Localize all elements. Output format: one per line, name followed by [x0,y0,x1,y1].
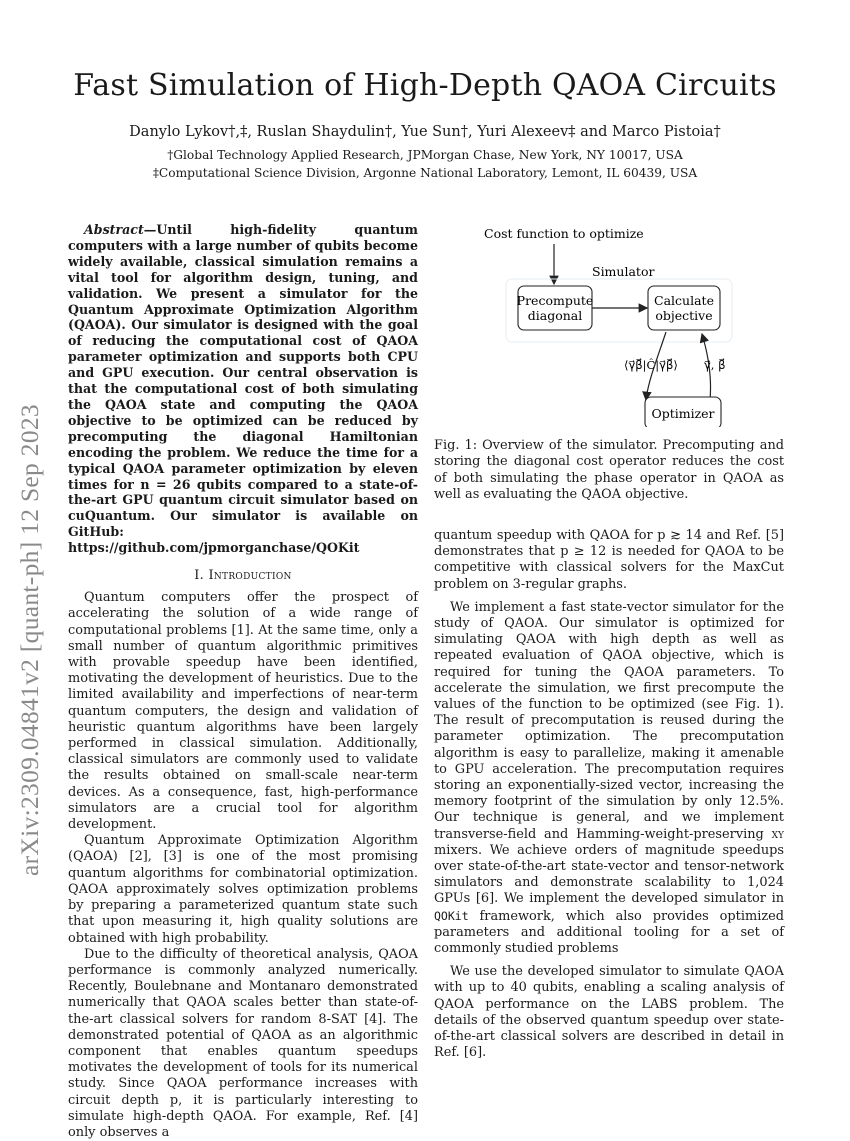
optimizer-label: Optimizer [651,406,715,421]
paper-title: Fast Simulation of High-Depth QAOA Circuits [73,68,777,103]
calculate-label-2: objective [655,308,713,323]
intro-paragraph-1: Quantum computers offer the prospect of accelerating the solution of a wide range of computational problems [1]. At the same time, only a small number of quantum algorithmic primitives with provable speedup have been identified, motivating the development of heuristics. Due to the limited availability and imperfections of near-term quantum computers, the design and validation of heuristic quantum algorithms have been largely performed in classical simulation. Additionally, classical simulators are commonly used to validate the results obtained on small-scale near-term devices. As a consequence, fast, high-performance simulators are a crucial tool for algorithm development. [68,590,418,833]
right-paragraph-1: quantum speedup with QAOA for p ≳ 14 and Ref. [5] demonstrates that p ≥ 12 is needed for QAOA to be competitive with classical solvers for the MaxCut problem on 3-regular graphs. [434,528,784,592]
xy-mixer-term: xy [771,826,784,842]
affiliation-2: ‡Computational Science Division, Argonne National Laboratory, Lemont, IL 60439, USA [152,166,698,180]
abstract [68,222,418,556]
figure-top-label: Cost function to optimize [484,226,644,241]
section-heading: I. Introduction [194,568,292,584]
right-column [434,528,784,1062]
precompute-label-2: diagonal [527,308,583,323]
qokit-term: QOKit [434,908,469,923]
simulator-group-label: Simulator [592,264,655,279]
intro-paragraph-3: Due to the difficulty of theoretical analysis, QAOA performance is commonly analyzed numerically. Recently, Boulebnane and Montanaro demonstrated numerically that QAOA scales better than state-of-the-art classical solvers for random 8-SAT [4]. The demonstrated potential of QAOA as an algorithmic component that enables quantum speedups motivates the development of tools for its numerical study. Since QAOA performance increases with circuit depth p, it is particularly interesting to simulate high-depth QAOA. For example, Ref. [4] only observes a [68,946,418,1140]
abstract-text: —Until high-fidelity quantum computers with a large number of qubits become widely available, classical simulation remains a vital tool for algorithm design, tuning, and validation. We present a simulator for the Quantum Approximate Optimization Algorithm (QAOA). Our simulator is designed with the goal of reducing the computational cost of QAOA parameter optimization and supports both CPU and GPU execution. Our central observation is that the computational cost of both simulating the QAOA state and computing the QAOA objective to be optimized can be reduced by precomputing the diagonal Hamiltonian encoding the problem. We reduce the time for a typical QAOA parameter optimization by eleven times for n = 26 qubits compared to a state-of-the-art GPU quantum circuit simulator based on cuQuantum. Our simulator is available on GitHub: https://github.com/jpmorganchase/QOKit [68,222,418,556]
right-p2-part-a: We implement a fast state-vector simulator for the study of QAOA. Our simulator is optimized for simulating QAOA with high depth as well as repeated evaluation of QAOA objective, which is required for tuning the QAOA parameters. To accelerate the simulation, we first precompute the values of the function to be optimized (see Fig. 1). The result of precomputation is reused during the parameter optimization. The precomputation algorithm is easy to parallelize, making it amenable to GPU acceleration. The precomputation requires storing an exponentially-sized vector, increasing the memory footprint of the simulation by only 12.5%. Our technique is general, and we implement transverse-field and Hamming-weight-preserving [434,599,784,842]
precompute-label-1: Precompute [516,293,594,308]
parameters-label: γ⃗, β⃗ [704,358,726,372]
simulator-overview-figure [434,222,784,427]
abstract-lead: Abstract [84,222,144,237]
intro-paragraph-2: Quantum Approximate Optimization Algorithm (QAOA) [2], [3] is one of the most promising quantum algorithms for combinatorial optimization. QAOA approximately solves optimization problems by preparing a parameterized quantum state such that upon measuring it, high quality solutions are obtained with high probability. [68,833,418,946]
right-paragraph-3: We use the developed simulator to simulate QAOA with up to 40 qubits, enabling a scaling analysis of QAOA performance on the LABS problem. The details of the observed quantum speedup over state-of-the-art classical solvers are described in detail in Ref. [6]. [434,964,784,1061]
expectation-label: ⟨γ⃗β⃗|Ĉ|γ⃗β⃗⟩ [624,358,678,372]
author-list: Danylo Lykov†,‡, Ruslan Shaydulin†, Yue Sun†, Yuri Alexeev‡ and Marco Pistoia† [129,124,721,140]
figure-caption: Fig. 1: Overview of the simulator. Precomputing and storing the diagonal cost operator reduces the cost of both simulating the phase operator in QAOA as well as evaluating the QAOA objective. [434,438,784,503]
calculate-label-1: Calculate [654,293,714,308]
right-paragraph-2 [434,600,784,957]
right-p2-part-c: framework, which also provides optimized parameters and additional tooling for a set of commonly studied problems [434,908,784,957]
affiliation-1: †Global Technology Applied Research, JPMorgan Chase, New York, NY 10017, USA [167,148,683,162]
right-p2-part-b: mixers. We achieve orders of magnitude speedups over state-of-the-art state-vector and tensor-network simulators and demonstrate scalability to 1,024 GPUs [6]. We implement the developed simulator in [434,842,784,907]
left-column [68,222,418,1141]
